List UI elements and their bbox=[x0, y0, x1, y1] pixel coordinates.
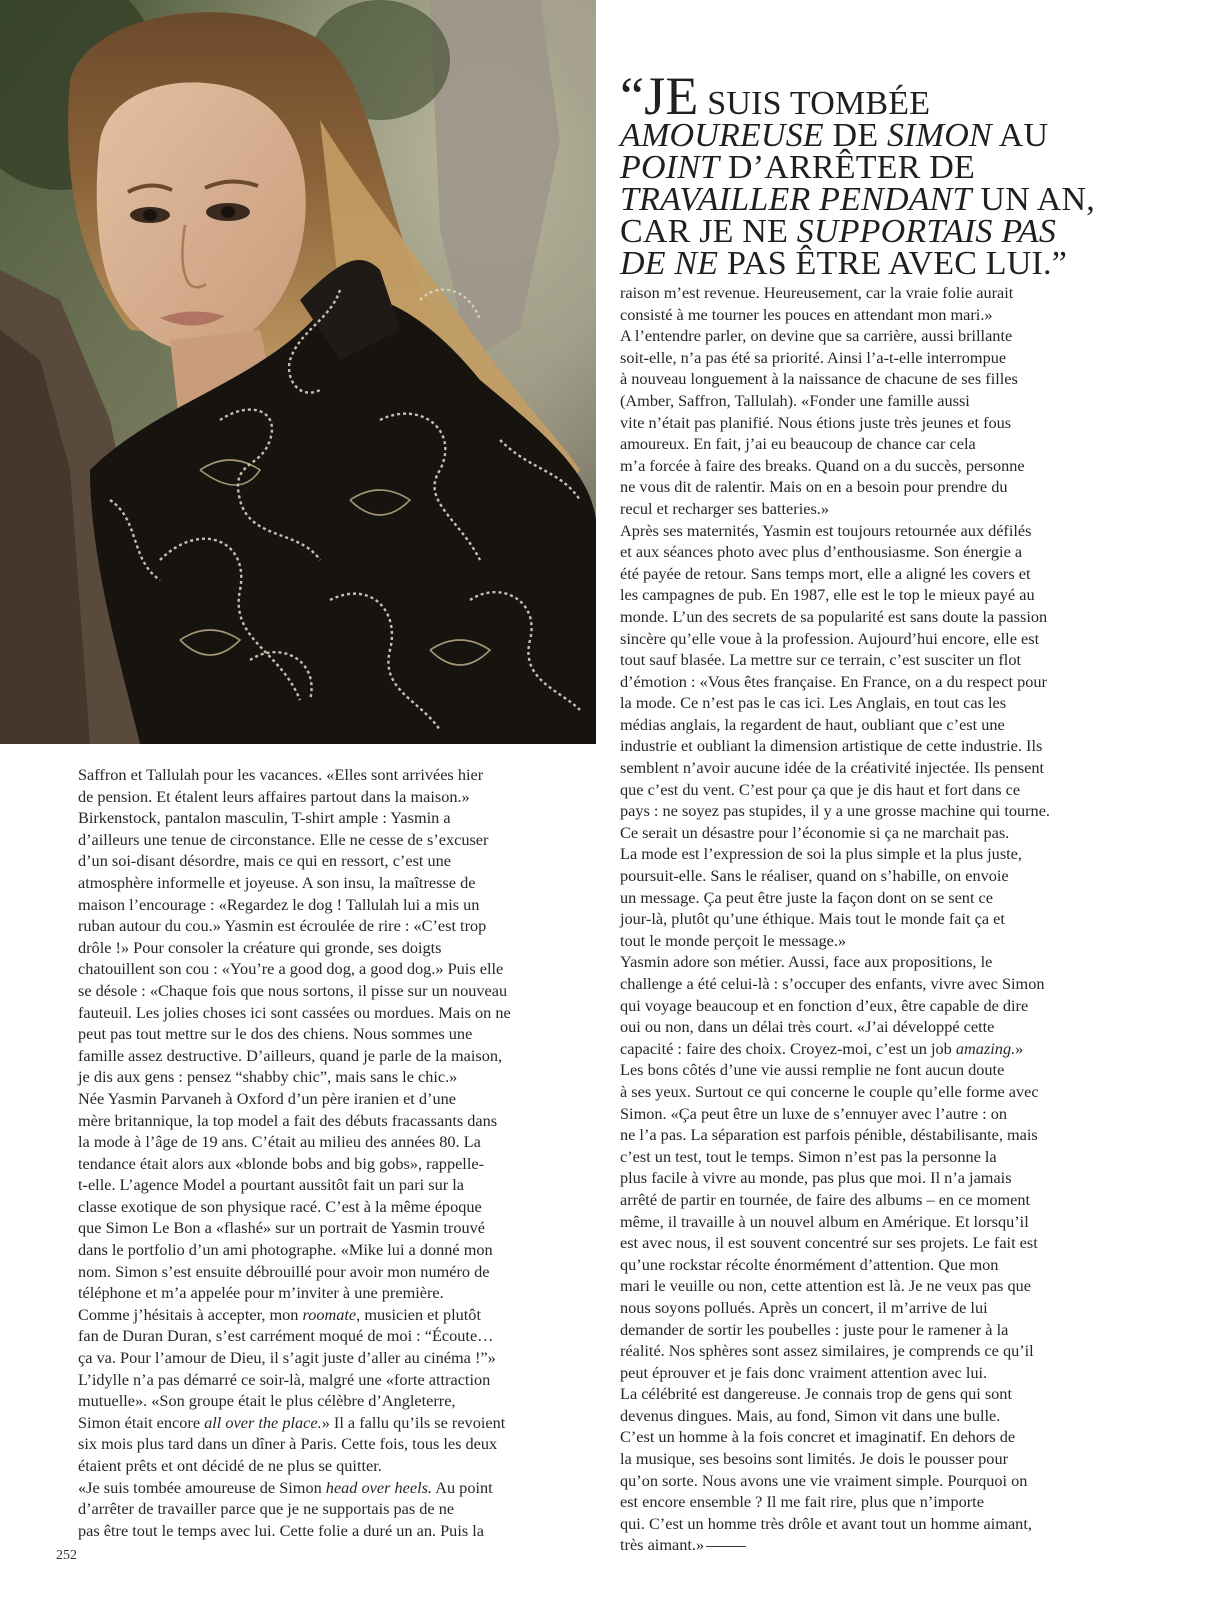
article-line: nous soyons pollués. Après un concert, il m’arrive de lui bbox=[620, 1297, 988, 1317]
article-line: tendance était alors aux «blonde bobs and big gobs», rappelle- bbox=[78, 1153, 485, 1173]
article-line: Simon était encore all over the place.» Il a fallu qu’ils se revoient bbox=[78, 1412, 506, 1432]
article-line: Simon. «Ça peut être un luxe de s’ennuyer avec l’autre : on bbox=[620, 1103, 1008, 1123]
article-line: mari le veuille ou non, cette attention est là. Je ne veux pas que bbox=[620, 1276, 1031, 1296]
pull-quote-line bbox=[620, 181, 1180, 218]
article-line: à ses yeux. Surtout ce qui concerne le couple qu’elle forme avec bbox=[620, 1081, 1039, 1101]
article-line: très aimant.» bbox=[620, 1534, 1140, 1556]
article-line: tout le monde perçoit le message.» bbox=[620, 930, 847, 950]
article-line: d’ailleurs une tenue de circonstance. Elle ne cesse de s’excuser bbox=[78, 829, 489, 849]
article-line: Yasmin adore son métier. Aussi, face aux propositions, le bbox=[620, 952, 993, 972]
article-line: que c’est du vent. C’est pour ça que je dis haut et fort dans ce bbox=[620, 779, 1021, 799]
article-line: capacité : faire des choix. Croyez-moi, c’est un job amazing.» bbox=[620, 1038, 1024, 1058]
pull-quote-text: E bbox=[665, 66, 699, 126]
pull-quote-line bbox=[620, 149, 1180, 186]
article-line: amoureux. En fait, j’ai eu beaucoup de chance car cela bbox=[620, 434, 976, 454]
article-line: tout sauf blasée. La mettre sur ce terrain, c’est susciter un flot bbox=[620, 650, 1021, 670]
article-line: classe exotique de son physique racé. C’est à la même époque bbox=[78, 1196, 482, 1216]
article-line: je dis aux gens : pensez “shabby chic”, mais sans le chic.» bbox=[78, 1067, 458, 1087]
article-line: la mode à l’âge de 19 ans. C’était au milieu des années 80. La bbox=[78, 1132, 481, 1152]
article-line: fan de Duran Duran, s’est carrément moqué de moi : “Écoute… bbox=[78, 1326, 494, 1346]
article-line: t-elle. L’agence Model a pourtant aussitôt fait un pari sur la bbox=[78, 1175, 464, 1195]
article-line: C’est un homme à la fois concret et imaginatif. En dehors de bbox=[620, 1427, 1016, 1447]
article-line: ça va. Pour l’amour de Dieu, il s’agit juste d’aller au cinéma !”» bbox=[78, 1348, 496, 1368]
article-line: semblent n’avoir aucune idée de la créativité injectée. Ils pensent bbox=[620, 758, 1045, 778]
pull-quote bbox=[620, 66, 1180, 282]
article-line: téléphone et m’a appelée pour m’inviter à une première. bbox=[78, 1283, 444, 1303]
pull-quote-line bbox=[620, 213, 1180, 250]
article-line: la musique, ses besoins sont limités. Je dois le pousser pour bbox=[620, 1449, 1009, 1469]
article-line: Les bons côtés d’une vie aussi remplie ne font aucun doute bbox=[620, 1060, 1005, 1080]
article-line: challenge a été celui-là : s’occuper des enfants, vivre avec Simon bbox=[620, 974, 1045, 993]
pull-quote-text: AMOUREUSE bbox=[620, 117, 824, 154]
page-number: 252 bbox=[56, 1548, 77, 1563]
article-line: (Amber, Saffron, Tallulah). «Fonder une famille aussi bbox=[620, 390, 970, 410]
article-line: et aux séances photo avec plus d’enthousiasme. Son énergie a bbox=[620, 542, 1023, 562]
article-line: de pension. Et étalent leurs affaires partout dans la maison.» bbox=[78, 786, 470, 806]
article-line: devenus dingues. Mais, au fond, Simon vit dans une bulle. bbox=[620, 1405, 1001, 1425]
article-line: recul et recharger ses batteries.» bbox=[620, 498, 829, 518]
article-line: qui voyage beaucoup et en fonction d’eux, être capable de dire bbox=[620, 995, 1029, 1015]
pull-quote-text: TRAVAILLER PENDANT bbox=[620, 181, 972, 218]
article-line: ne l’a pas. La séparation est parfois pénible, déstabilisante, mais bbox=[620, 1125, 1038, 1145]
article-line: été payée de retour. Sans temps mort, elle a aligné les covers et bbox=[620, 563, 1031, 583]
article-line: atmosphère informelle et joyeuse. A son insu, la maîtresse de bbox=[78, 872, 476, 892]
pull-quote-text: PAS ÊTRE AVEC LUI.” bbox=[718, 245, 1068, 282]
article-line: peut pas tout mettre sur le dos des chiens. Nous sommes une bbox=[78, 1024, 473, 1044]
article-line: que Simon Le Bon a «flashé» sur un portrait de Yasmin trouvé bbox=[78, 1218, 485, 1238]
article-line: médias anglais, la regardent de haut, oubliant que c’est une bbox=[620, 714, 1005, 734]
article-line: les campagnes de pub. En 1987, elle est le top le mieux payé au bbox=[620, 585, 1035, 605]
article-line: drôle !» Pour consoler la créature qui gronde, ses doigts bbox=[78, 937, 442, 957]
article-line: famille assez destructive. D’ailleurs, quand je parle de la maison, bbox=[78, 1045, 503, 1065]
article-column-left bbox=[78, 764, 578, 1541]
article-line: se désole : «Chaque fois que nous sortons, il pisse sur un nouveau bbox=[78, 980, 508, 1000]
article-line: A l’entendre parler, on devine que sa carrière, aussi brillante bbox=[620, 326, 1013, 346]
article-line: ne vous dit de ralentir. Mais on en a besoin pour prendre du bbox=[620, 477, 1008, 497]
article-line: la mode. Ce n’est pas le cas ici. Les Anglais, en tout cas les bbox=[620, 693, 1007, 713]
article-line: chatouillent son cou : «You’re a good dog, a good dog.» Puis elle bbox=[78, 959, 504, 979]
article-line: Née Yasmin Parvaneh à Oxford d’un père iranien et d’une bbox=[78, 1088, 456, 1108]
article-line: ruban autour du cou.» Yasmin est écroulée de rire : «C’est trop bbox=[78, 916, 487, 936]
article-line: sincère qu’elle voue à la profession. Aujourd’hui encore, elle est bbox=[620, 628, 1040, 648]
article-line: Birkenstock, pantalon masculin, T-shirt ample : Yasmin a bbox=[78, 808, 451, 828]
article-line: d’émotion : «Vous êtes française. En France, on a du respect pour bbox=[620, 671, 1047, 691]
article-line: raison m’est revenue. Heureusement, car la vraie folie aurait bbox=[620, 283, 1014, 302]
article-line: vite n’était pas planifié. Nous étions juste très jeunes et fous bbox=[620, 412, 1012, 432]
article-column-right bbox=[620, 282, 1140, 1556]
article-line: «Je suis tombée amoureuse de Simon head over heels. Au point bbox=[78, 1477, 493, 1497]
article-line: L’idylle n’a pas démarré ce soir-là, malgré une «forte attraction bbox=[78, 1369, 491, 1389]
pull-quote-text: “J bbox=[620, 66, 666, 126]
article-line: Après ses maternités, Yasmin est toujours retournée aux défilés bbox=[620, 520, 1032, 540]
article-line: dans le portfolio d’un ami photographe. «Mike lui a donné mon bbox=[78, 1240, 493, 1260]
article-line: c’est un test, tout le temps. Simon n’est pas la personne la bbox=[620, 1146, 997, 1166]
pull-quote-line bbox=[620, 117, 1180, 154]
article-line: est encore ensemble ? Il me fait rire, plus que n’importe bbox=[620, 1492, 984, 1512]
article-line: consisté à me tourner les pouces en attendant mon mari.» bbox=[620, 304, 993, 324]
article-line: réalité. Nos sphères sont assez similaires, je comprends ce qu’il bbox=[620, 1341, 1034, 1361]
article-line: d’arrêter de travailler parce que je ne supportais pas de ne bbox=[78, 1499, 455, 1519]
article-line: Comme j’hésitais à accepter, mon roomate, musicien et plutôt bbox=[78, 1304, 481, 1324]
article-line: pays : ne soyez pas stupides, il y a une grosse machine qui tourne. bbox=[620, 801, 1050, 821]
article-line: d’un soi-disant désordre, mais ce qui en ressort, c’est une bbox=[78, 851, 452, 871]
pull-quote-text: POINT bbox=[620, 149, 720, 186]
article-line: arrêté de partir en tournée, de faire des albums – en ce moment bbox=[620, 1189, 1031, 1209]
article-line: même, il travaille à un nouvel album en Amérique. Et lorsqu’il bbox=[620, 1211, 1029, 1231]
article-line: La célébrité est dangereuse. Je connais trop de gens qui sont bbox=[620, 1384, 1012, 1404]
article-line: plus facile à vivre au monde, pas plus que moi. Il n’a jamais bbox=[620, 1168, 1012, 1188]
pull-quote-text: SUIS TOMBÉE bbox=[698, 85, 931, 122]
article-line: industrie et oubliant la dimension artistique de cette industrie. Ils bbox=[620, 736, 1043, 756]
pull-quote-text: UN AN, bbox=[971, 181, 1095, 218]
article-line: demander de sortir les poubelles : juste pour le ramener à la bbox=[620, 1319, 1009, 1339]
pull-quote-line bbox=[620, 66, 1180, 126]
pull-quote-line bbox=[620, 245, 1180, 282]
article-line: Saffron et Tallulah pour les vacances. «Elles sont arrivées hier bbox=[78, 765, 484, 784]
article-line: un message. Ça peut être juste la façon dont on se sent ce bbox=[620, 887, 993, 907]
article-line: mutuelle». «Son groupe était le plus célèbre d’Angleterre, bbox=[78, 1391, 456, 1411]
article-line: soit-elle, n’a pas été sa priorité. Ainsi l’a-t-elle interrompue bbox=[620, 347, 1007, 367]
article-line: maison l’encourage : «Regardez le dog ! Tallulah lui a mis un bbox=[78, 894, 480, 914]
article-line: jour-là, plutôt qu’une éthique. Mais tout le monde fait ça et bbox=[620, 909, 1005, 929]
article-line: poursuit-elle. Sans le réaliser, quand on s’habille, on envoie bbox=[620, 866, 1009, 886]
article-line: mère britannique, la top model a fait des débuts fracassants dans bbox=[78, 1110, 498, 1130]
pull-quote-text: SIMON bbox=[886, 117, 992, 154]
article-line: six mois plus tard dans un dîner à Paris. Cette fois, tous les deux bbox=[78, 1434, 498, 1454]
article-line: à nouveau longuement à la naissance de chacune de ses filles bbox=[620, 369, 1018, 389]
pull-quote-text: DE NE bbox=[620, 245, 719, 282]
article-line: monde. L’un des secrets de sa popularité est sans doute la passion bbox=[620, 606, 1048, 626]
portrait-photo bbox=[0, 0, 596, 744]
pull-quote-text: CAR JE NE bbox=[620, 213, 797, 250]
article-line: étaient prêts et ont décidé de ne plus se quitter. bbox=[78, 1456, 382, 1475]
pull-quote-text: DE bbox=[823, 117, 887, 154]
article-line: est avec nous, il est souvent concentré sur ses projets. Le fait est bbox=[620, 1233, 1038, 1253]
article-line: oui ou non, dans un délai très court. «J’ai développé cette bbox=[620, 1017, 995, 1037]
article-line: nom. Simon s’est ensuite débrouillé pour avoir mon numéro de bbox=[78, 1261, 490, 1281]
end-mark-rule bbox=[706, 1546, 746, 1547]
article-line: Ce serait un désastre pour l’économie si ça ne marchait pas. bbox=[620, 822, 1010, 842]
article-line: qu’une rockstar récolte énormément d’attention. Que mon bbox=[620, 1254, 999, 1274]
article-line: fauteuil. Les jolies choses ici sont cassées ou mordues. Mais on ne bbox=[78, 1002, 511, 1022]
article-line: m’a forcée à faire des breaks. Quand on a du succès, personne bbox=[620, 455, 1025, 475]
article-line: pas être tout le temps avec lui. Cette folie a duré un an. Puis la bbox=[78, 1520, 485, 1540]
pull-quote-text: D’ARRÊTER DE bbox=[719, 149, 975, 186]
article-line: La mode est l’expression de soi la plus simple et la plus juste, bbox=[620, 844, 1022, 864]
article-line: qui. C’est un homme très drôle et avant tout un homme aimant, bbox=[620, 1513, 1032, 1533]
pull-quote-text: SUPPORTAIS PAS bbox=[796, 213, 1057, 250]
pull-quote-text: AU bbox=[991, 117, 1049, 154]
article-line: qu’on sorte. Nous avons une vie vraiment simple. Pourquoi on bbox=[620, 1470, 1028, 1490]
article-line: peut éprouver et je fais donc vraiment attention avec lui. bbox=[620, 1362, 988, 1382]
